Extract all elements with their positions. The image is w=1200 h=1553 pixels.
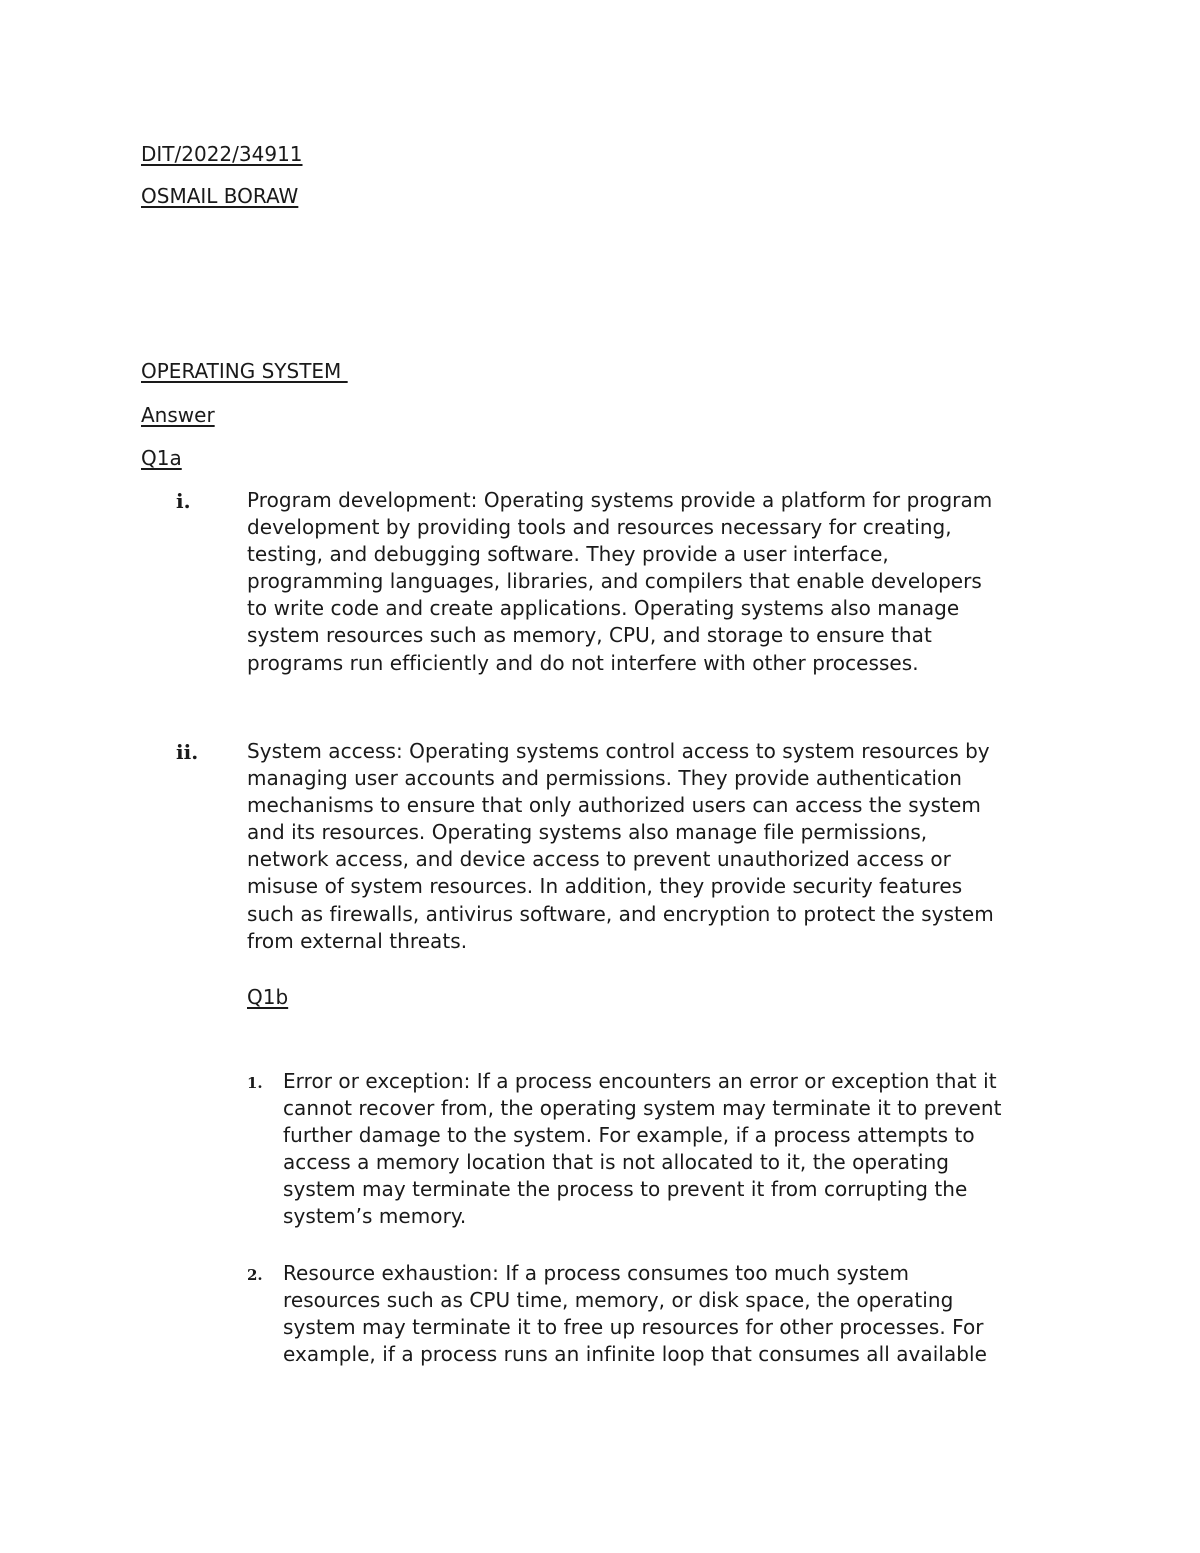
list-marker: 2. [247,1266,263,1284]
list-marker: 1. [247,1074,263,1092]
answer-heading: Answer [141,403,215,427]
q1a-item-system-access: System access: Operating systems control access to system resources by managing user accounts and permissions. They provide authentication mechanisms to ensure that only authorized users can access the system and its resources. Operating systems also manage file permissions, network access, and device access to prevent unauthorized access or misuse of system resources. In addition, they provide security features such as firewalls, antivirus software, and encryption to protect the system from external threats. [247,739,994,953]
q1b-heading: Q1b [247,985,289,1009]
list-marker: i. [176,489,191,513]
q1b-item-error-exception: Error or exception: If a process encounters an error or exception that it cannot recover from, the operating system may terminate it to prevent further damage to the system. For example, if a process attempts to access a memory location that is not allocated to it, the operating system may terminate the process to prevent it from corrupting the system’s memory. [283,1069,1002,1229]
course-title: OPERATING SYSTEM [141,359,348,383]
student-name: OSMAIL BORAW [141,184,299,208]
q1b-item-resource-exhaustion: Resource exhaustion: If a process consumes too much system resources such as CPU time, memory, or disk space, the operating system may terminate it to free up resources for other processes. For example, if a process runs an infinite loop that consumes all available [283,1261,987,1367]
q1a-heading: Q1a [141,446,182,470]
student-id: DIT/2022/34911 [141,142,303,166]
list-marker: ii. [176,740,199,764]
q1a-item-program-development: Program development: Operating systems provide a platform for program development by providing tools and resources necessary for creating, testing, and debugging software. They provide a user interface, programming languages, libraries, and compilers that enable developers to write code and create applications. Operating systems also manage system resources such as memory, CPU, and storage to ensure that programs run efficiently and do not interfere with other processes. [247,488,993,675]
